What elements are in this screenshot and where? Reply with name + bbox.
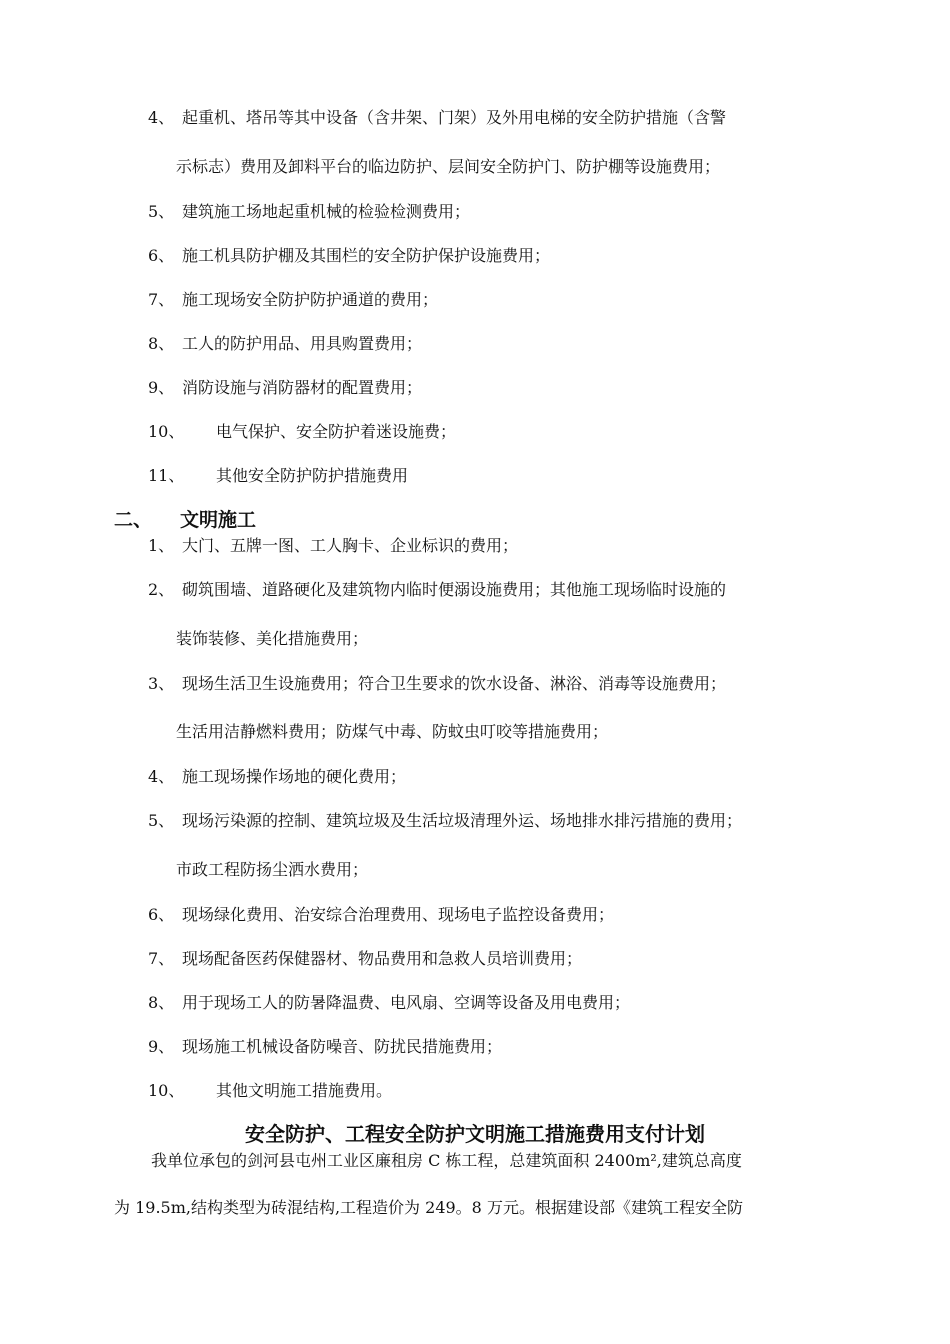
list-text: 工人的防护用品、用具购置费用； xyxy=(182,334,423,353)
list-item xyxy=(148,290,438,310)
list-number: 7、 xyxy=(148,290,175,309)
list-text: 起重机、塔吊等其中设备（含井架、门架）及外用电梯的安全防护措施（含警 xyxy=(182,108,727,127)
list-item xyxy=(148,674,726,694)
list-item xyxy=(148,905,614,925)
list-text: 砌筑围墙、道路硬化及建筑物内临时便溺设施费用；其他施工现场临时设施的 xyxy=(182,580,727,599)
list-number: 4、 xyxy=(148,108,175,127)
list-text: 市政工程防扬尘洒水费用； xyxy=(176,860,369,879)
list-item xyxy=(148,949,582,969)
list-text: 现场配备医药保健器材、物品费用和急救人员培训费用； xyxy=(182,949,583,968)
list-item xyxy=(148,422,456,442)
list-number: 8、 xyxy=(148,993,175,1012)
list-text: 大门、五牌一图、工人胸卡、企业标识的费用； xyxy=(182,536,519,555)
list-item xyxy=(148,580,726,600)
list-text: 电气保护、安全防护着迷设施费； xyxy=(216,422,457,441)
section-heading xyxy=(114,508,256,532)
list-number: 9、 xyxy=(148,1037,175,1056)
list-text: 装饰装修、美化措施费用； xyxy=(176,629,369,648)
list-text: 现场生活卫生设施费用；符合卫生要求的饮水设备、淋浴、消毒等设施费用； xyxy=(182,674,727,693)
list-number: 5、 xyxy=(148,202,175,221)
list-text: 用于现场工人的防暑降温费、电风扇、空调等设备及用电费用； xyxy=(182,993,631,1012)
list-text: 现场污染源的控制、建筑垃圾及生活垃圾清理外运、场地排水排污措施的费用； xyxy=(182,811,743,830)
list-text: 其他安全防护防护措施费用 xyxy=(216,466,409,485)
list-number: 3、 xyxy=(148,674,175,693)
list-item xyxy=(148,811,742,831)
list-item xyxy=(148,1037,502,1057)
list-text: 现场施工机械设备防噪音、防扰民措施费用； xyxy=(182,1037,503,1056)
list-number: 4、 xyxy=(148,767,175,786)
list-number: 5、 xyxy=(148,811,175,830)
plan-paragraph-line: 我单位承包的剑河县屯州工业区廉租房 C 栋工程，总建筑面积 2400m²,建筑总高度 xyxy=(151,1151,742,1170)
list-item xyxy=(148,536,518,556)
plan-paragraph-line: 为 19.5m,结构类型为砖混结构,工程造价为 249。8 万元。根据建设部《建筑工程安全防 xyxy=(114,1198,743,1217)
list-item xyxy=(148,1081,392,1101)
list-number: 10、 xyxy=(148,422,185,441)
list-number: 9、 xyxy=(148,378,175,397)
list-text: 施工现场安全防护防护通道的费用； xyxy=(182,290,439,309)
list-number: 2、 xyxy=(148,580,175,599)
list-item xyxy=(148,378,422,398)
list-number: 7、 xyxy=(148,949,175,968)
list-item xyxy=(148,334,422,354)
section-title: 文明施工 xyxy=(180,509,257,531)
list-item xyxy=(148,993,630,1013)
list-text: 消防设施与消防器材的配置费用； xyxy=(182,378,423,397)
section-number: 二、 xyxy=(114,509,153,531)
list-number: 6、 xyxy=(148,905,175,924)
list-item xyxy=(148,202,470,222)
list-item xyxy=(148,108,726,128)
list-number: 8、 xyxy=(148,334,175,353)
list-item-continuation xyxy=(176,722,608,742)
list-item xyxy=(148,767,406,787)
list-item xyxy=(148,466,408,486)
list-text: 生活用洁静燃料费用；防煤气中毒、防蚊虫叮咬等措施费用； xyxy=(176,722,609,741)
list-text: 施工现场操作场地的硬化费用； xyxy=(182,767,407,786)
list-text: 施工机具防护棚及其围栏的安全防护保护设施费用； xyxy=(182,246,551,265)
plan-title: 安全防护、工程安全防护文明施工措施费用支付计划 xyxy=(245,1122,705,1146)
list-text: 建筑施工场地起重机械的检验检测费用； xyxy=(182,202,471,221)
list-number: 11、 xyxy=(148,466,185,485)
list-number: 10、 xyxy=(148,1081,185,1100)
list-number: 6、 xyxy=(148,246,175,265)
list-item-continuation xyxy=(176,157,720,177)
list-item-continuation xyxy=(176,629,368,649)
list-text: 示标志）费用及卸料平台的临边防护、层间安全防护门、防护棚等设施费用； xyxy=(176,157,721,176)
list-item xyxy=(148,246,550,266)
list-text: 其他文明施工措施费用。 xyxy=(216,1081,393,1100)
list-text: 现场绿化费用、治安综合治理费用、现场电子监控设备费用； xyxy=(182,905,615,924)
list-number: 1、 xyxy=(148,536,175,555)
list-item-continuation xyxy=(176,860,368,880)
